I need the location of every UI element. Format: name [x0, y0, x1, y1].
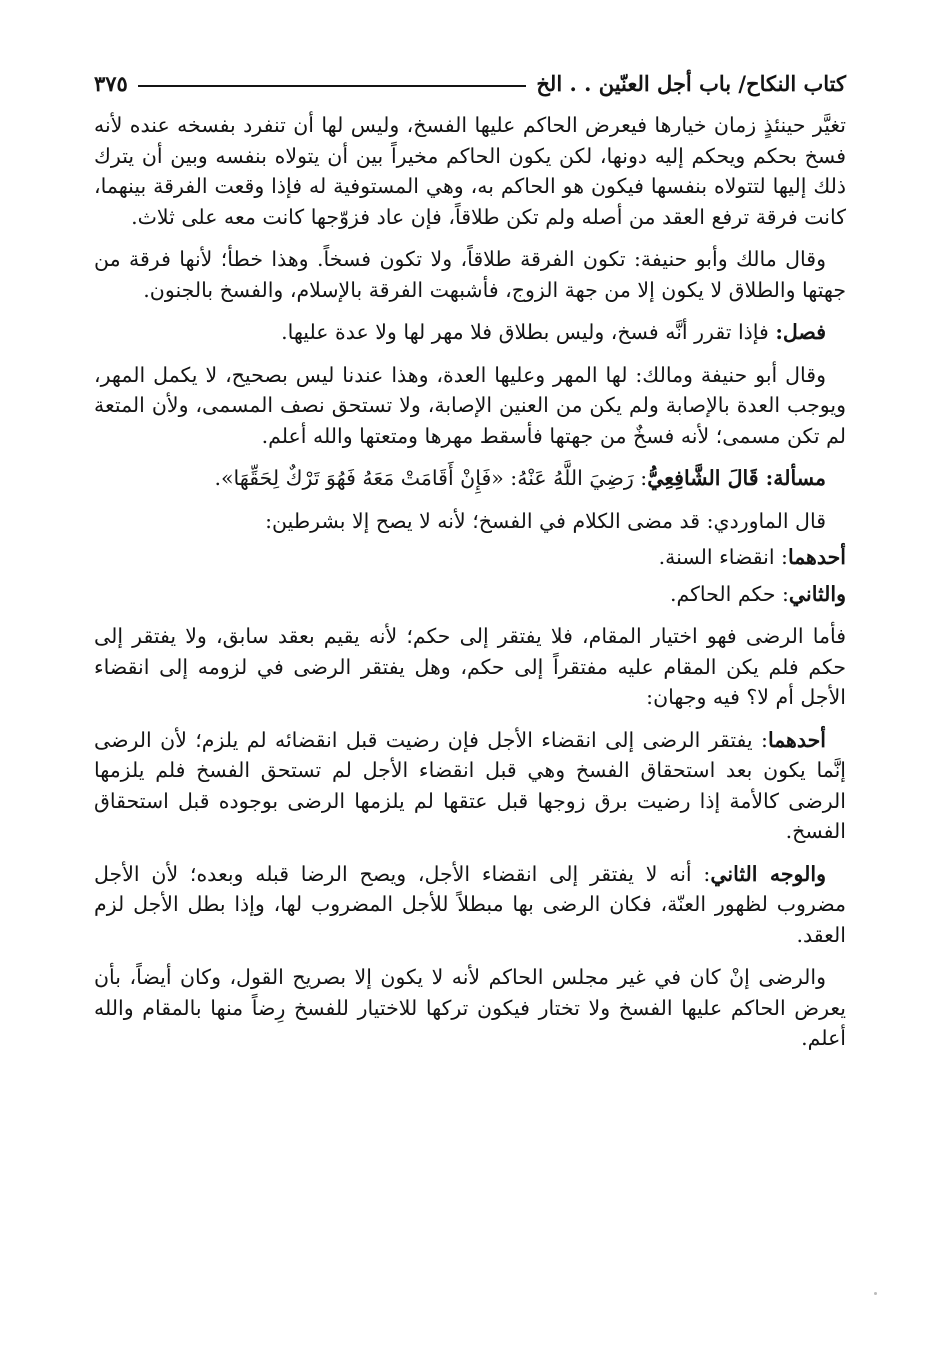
paragraph-text: : يفتقر الرضى إلى انقضاء الأجل فإن رضيت قبل انقضائه لم يلزم؛ لأن الرضى إنَّما يكون بعد استحقاق الفسخ وهي قبل انقضاء الأجل لم تستحق الفسخ فلم يلزمها الرضى كالأمة إذا رضيت برق زوجها قبل عتقها لم يلزمها الرضى بوجوده قبل استحقاق الفسخ.	[94, 727, 846, 843]
paragraph-first-view	[94, 725, 846, 847]
issue-label: مسألة:	[765, 466, 826, 490]
condition-text: : انقضاء السنة.	[658, 545, 788, 569]
margin-speck	[874, 1292, 877, 1295]
paragraph-text: تغيَّر حينئذٍ زمان خيارها فيعرض الحاكم عليها الفسخ، وليس لها أن تنفرد بفسخه عنده لأنه فسخ بحكم ويحكم إليه دونها، لكن يكون الحاكم مخيراً بين أن يتولاه بنفسه وبين أن يترك ذلك إليها لتتولاه بنفسها فيكون هو الحاكم به، وهي المستوفية له فإذا وقعت الفرقة بينهما، كانت فرقة ترفع العقد من أصله ولم تكن طلاقاً، فإن عاد فزوّجها كانت معه على ثلاث.	[94, 113, 846, 229]
condition-first	[94, 542, 846, 573]
running-header	[94, 62, 846, 104]
quoted-text: : رَضِيَ اللَّهُ عَنْهُ: «فَإِنْ أَقَامَتْ مَعَهُ فَهُوَ تَرْكٌ لِحَقِّهَا».	[214, 466, 648, 490]
paragraph-mawardi	[94, 506, 846, 537]
book-page	[94, 62, 846, 1054]
paragraph-text: قال الماوردي: قد مضى الكلام في الفسخ؛ لأنه لا يصح إلا بشرطين:	[265, 508, 826, 533]
paragraph-final	[94, 962, 846, 1054]
paragraph-text: فإذا تقرر أنَّه فسخ، وليس بطلاق فلا مهر لها ولا عدة عليها.	[281, 320, 776, 344]
paragraph-fasl	[94, 317, 846, 348]
paragraph-text: وقال أبو حنيفة ومالك: لها المهر وعليها العدة، وهذا عندنا ليس بصحيح، لا يكمل المهر، ويوجب العدة بالإصابة ولم يكن من العنين الإصابة، ولا تستحق نصف المسمى، ولأن المتعة لم تكن مسمى؛ لأنه فسخٌ من جهتها فأسقط مهرها ومتعتها والله أعلم.	[94, 362, 846, 448]
paragraph-text: والرضى إنْ كان في غير مجلس الحاكم لأنه لا يكون إلا بصريح القول، وكان أيضاً، بأن يعرض الحاكم عليها الفسخ ولا تختار فيكون تركها للاختيار للفسخ رِضاً منها بالمقام والله أعلم.	[94, 965, 846, 1050]
paragraph-rida	[94, 621, 846, 713]
paragraph-text: وقال مالك وأبو حنيفة: تكون الفرقة طلاقاً، ولا تكون فسخاً. وهذا خطأ؛ لأنها فرقة من جهتها والطلاق لا يكون إلا من جهة الزوج، فأشبهت الفرقة بالإسلام، والفسخ بالجنون.	[94, 247, 846, 302]
paragraph-text: : أنه لا يفتقر إلى انقضاء الأجل، ويصح الرضا قبله وبعده؛ لأن الأجل مضروب لظهور العنّة، فكان الرضى بها مبطلاً للأجل المضروب لها، وإذا بطل الأجل لزم العقد.	[94, 861, 846, 947]
chapter-title: كتاب النكاح/ باب أجل العنّين . . الخ	[536, 70, 846, 96]
condition-second	[94, 579, 846, 610]
paragraph-second-view	[94, 859, 846, 951]
paragraph-malik-abu-hanifa	[94, 244, 846, 305]
header-rule	[138, 85, 527, 87]
view-label: والوجه الثاني	[710, 861, 826, 886]
condition-label: والثاني	[788, 581, 846, 606]
page-number: ٣٧٥	[94, 70, 128, 96]
condition-label: أحدهما	[787, 545, 846, 569]
speaker-name: قَالَ الشَّافِعِيُّ	[647, 466, 766, 490]
paragraph-mahr-idda	[94, 360, 846, 452]
condition-text: : حكم الحاكم.	[670, 581, 789, 606]
view-label: أحدهما	[767, 727, 826, 752]
paragraph-masala	[94, 463, 846, 494]
section-label: فصل:	[775, 320, 826, 344]
paragraph-text: فأما الرضى فهو اختيار المقام، فلا يفتقر إلى حكم؛ لأنه يقيم بعقد سابق، ولا يفتقر إلى حكم فلم يكن المقام عليه مفتقراً إلى حكم، وهل يفتقر الرضى في لزومه إلى انقضاء الأجل أم لا؟ فيه وجهان:	[94, 624, 846, 709]
paragraph-continuation	[94, 110, 846, 232]
